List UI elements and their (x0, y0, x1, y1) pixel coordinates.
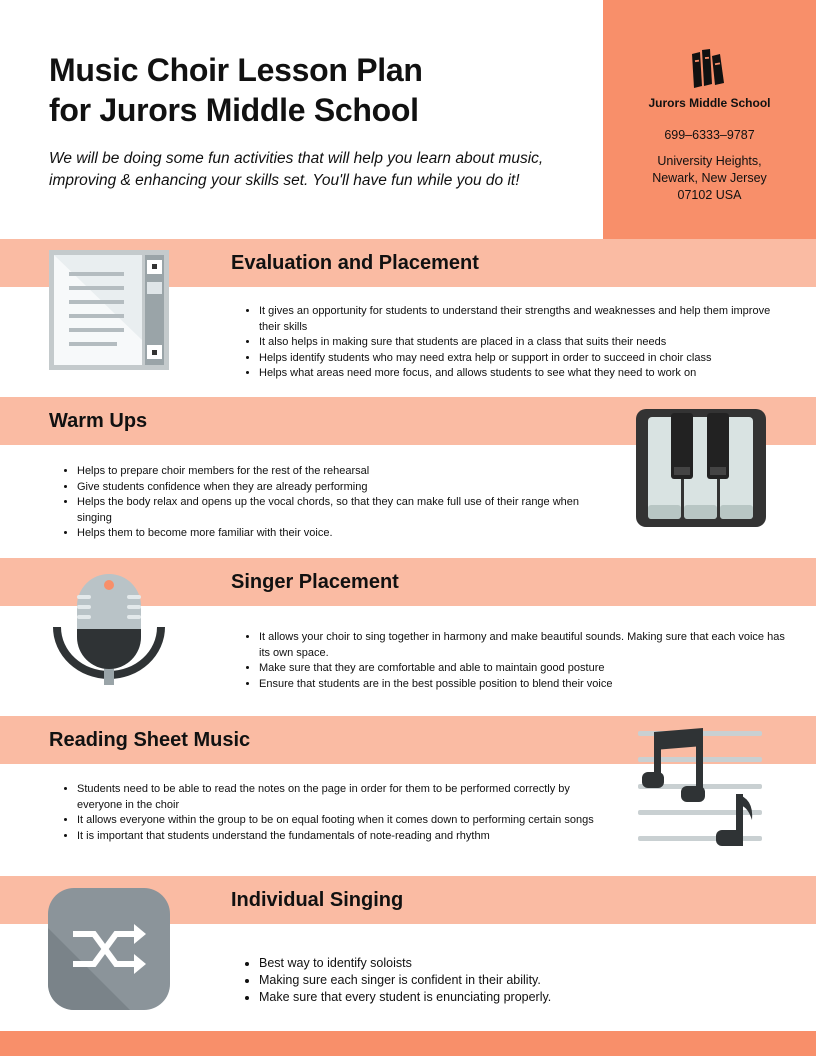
bullet-item: • It is important that students understand the fundamentals of note-reading and rhythm (77, 829, 617, 845)
section-title: Individual Singing (231, 889, 404, 911)
intro-text: We will be doing some fun activities that will help you learn about music, improving & enhancing your skills set. You'll have fun while you do it! (49, 150, 544, 189)
section-title: Singer Placement (231, 571, 399, 593)
piano-keys-icon (636, 409, 766, 527)
address (603, 153, 816, 204)
bullet-item: • It gives an opportunity for students to understand their strengths and weaknesses and help them improve their skills (259, 304, 789, 335)
bullet-list (231, 630, 789, 692)
bullet-item: • Helps the body relax and opens up the vocal chords, so that they can make full use of their range when singing (77, 495, 597, 526)
section-title: Reading Sheet Music (49, 729, 251, 751)
footer-band (0, 1031, 816, 1056)
microphone-icon (49, 569, 169, 689)
bullet-item: • Best way to identify soloists (259, 955, 789, 972)
address-line-2: Newark, New Jersey (652, 171, 767, 185)
school-name: Jurors Middle School (648, 96, 771, 110)
phone-number: 699–6333–9787 (664, 128, 755, 142)
bullet-item: • Students need to be able to read the notes on the page in order for them to be performed correctly by everyone in the choir (77, 782, 617, 813)
bullet-item: • It allows everyone within the group to be on equal footing when it comes down to performing certain songs (77, 813, 617, 829)
music-notes-icon (638, 728, 764, 848)
address-line-3: 07102 USA (677, 188, 742, 202)
bullet-item: • Make sure that every student is enunciating properly. (259, 989, 789, 1006)
bullet-list (49, 782, 617, 844)
section-title: Evaluation and Placement (231, 252, 479, 274)
bullet-list (231, 955, 789, 1006)
bullet-item: • Helps what areas need more focus, and allows students to see what they need to work on (259, 366, 789, 382)
section-title: Warm Ups (49, 410, 148, 432)
bullet-item: • Make sure that they are comfortable and able to maintain good posture (259, 661, 789, 677)
bullet-item: • Helps identify students who may need extra help or support in order to succeed in choir class (259, 351, 789, 367)
bullet-list (49, 464, 597, 542)
bullet-item: • Helps them to become more familiar with their voice. (77, 526, 597, 542)
page-title-line-1: Music Choir Lesson Plan (49, 52, 423, 88)
page-title-line-2: for Jurors Middle School (49, 92, 419, 128)
bullet-item: • Helps to prepare choir members for the rest of the rehearsal (77, 464, 597, 480)
bullet-item: • It also helps in making sure that students are placed in a class that suits their needs (259, 335, 789, 351)
books-icon (690, 48, 728, 90)
bullet-item: • Give students confidence when they are already performing (77, 480, 597, 496)
bullet-item: • Making sure each singer is confident in their ability. (259, 972, 789, 989)
address-line-1: University Heights, (657, 154, 762, 168)
bullet-list (231, 304, 789, 382)
bullet-item: • Ensure that students are in the best possible position to blend their voice (259, 677, 789, 693)
page-title (49, 50, 569, 130)
bullet-item: • It allows your choir to sing together in harmony and make beautiful sounds. Making sure that each voice has its own space. (259, 630, 789, 661)
document-scroll-icon (49, 250, 169, 370)
contact-panel (603, 0, 816, 239)
shuffle-icon (48, 888, 170, 1010)
